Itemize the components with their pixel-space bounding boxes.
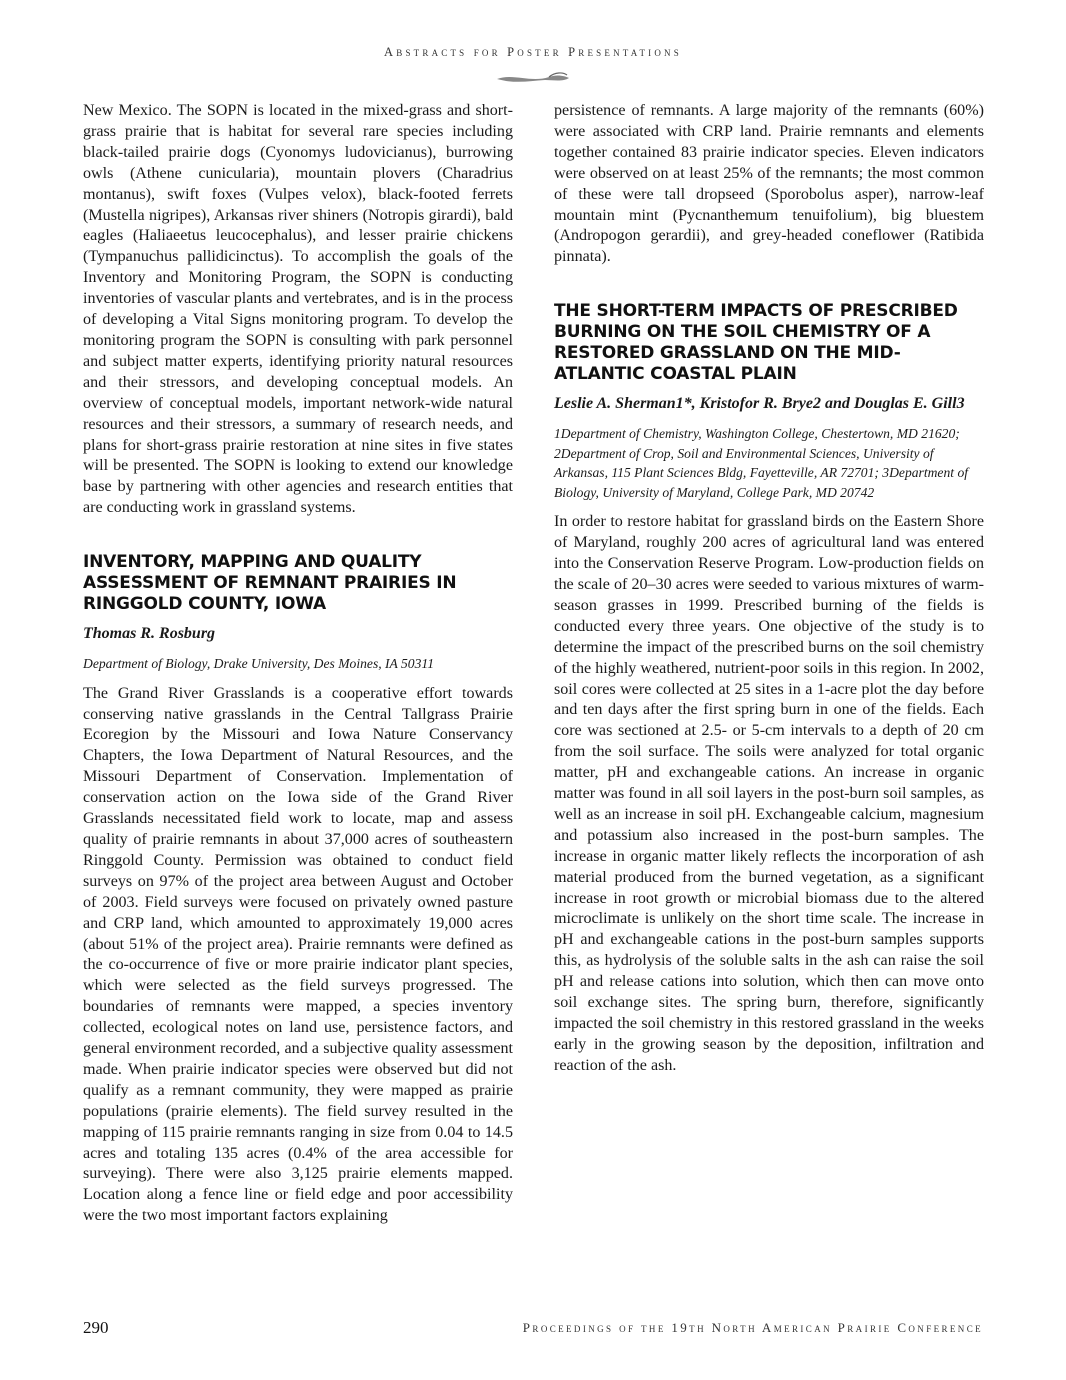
right-column bbox=[554, 101, 984, 1077]
running-head: Abstracts for Poster Presentations bbox=[384, 45, 682, 59]
left-column bbox=[83, 101, 513, 1227]
continued-paragraph-left: New Mexico. The SOPN is located in the mixed-grass and short-grass prairie that is habitat for several rare species including black-tailed prairie dogs (Cyonomys ludovicianus), burrowing owls (Athene cunicularia), mountain plovers (Charadrius montanus), swift foxes (Vulpes velox), black-footed ferrets (Mustella nigripes), Arkansas river shiners (Notropis girardi), bald eagles (Haliaeetus leucocephalus), and lesser prairie chickens (Tympanuchus pallidicinctus). To accomplish the goals of the Inventory and Monitoring Program, the SOPN is conducting inventories of vascular plants and vertebrates, and is in the process of developing a Vital Signs monitoring program. To develop the monitoring program the SOPN is consulting with park personnel and subject matter experts, identifying priority natural resources and their stressors, and developing conceptual models. An overview of conceptual models, important network-wide natural resources and their stressors, a summary of research needs, and plans for short-grass prairie restoration at nine sites in five states will be presented. The SOPN is looking to extend our knowledge base by partnering with other agencies and research entities that are conducting work in grassland systems. bbox=[83, 102, 513, 517]
running-foot: Proceedings of the 19th North American Prairie Conference bbox=[522, 1320, 983, 1335]
abstract-body-sherman: In order to restore habitat for grassland birds on the Eastern Shore of Maryland, roughly 200 acres of agricultural land was entered into the Conservation Reserve Program. Low-production fields on the scale of 20–30 acres were seeded to various mixtures of warm-season grasses in 1999. Prescribed burning of the fields is conducted every three years. One objective of the study is to determine the impact of the prescribed burns on the soil chemistry of the highly weathered, nutrient-poor soils in this region. In 2002, soil cores were collected at 25 sites in a 1-acre plot the day before and ten days after the first spring burn in one of the fields. Each core was sectioned at 2.5- or 5-cm intervals to a depth of 20 cm from the soil surface. The soils were analyzed for total organic matter, pH and exchangeable cations. An increase in organic matter was found in all soil layers in the post-burn soil samples, as well as an increase in soil pH. Exchangeable calcium, magnesium and potassium also increased in the post-burn samples. The increase in organic matter likely reflects the incorporation of ash material produced from the burned vegetation, as a significant increase in root growth or microbial biomass due to the altered microclimate is unlikely on the short time scale. The increase in pH and exchangeable cations in the post-burn samples supports this, as hydrolysis of the soluble salts in the ash can raise the soil pH and release cations into solution, which then can move onto soil exchange sites. The spring burn, therefore, significantly impacted the soil chemistry in this restored grassland in the weeks early in the growing season by the deposition, infiltration and reaction of the ash. bbox=[554, 513, 984, 1074]
page-number: 290 bbox=[83, 1318, 109, 1337]
abstract-title-rosburg: INVENTORY, MAPPING AND QUALITY ASSESSMENT OF REMNANT PRAIRIES IN RINGGOLD COUNTY, IOWA bbox=[83, 552, 457, 615]
abstract-body-rosburg: The Grand River Grasslands is a cooperative effort towards conserving native grasslands in the Central Tallgrass Prairie Ecoregion by the Missouri and Iowa Nature Conservancy Chapters, the Iowa Department of Natural Resources, and the Missouri Department of Conservation. Implementation of conservation action on the Iowa side of the Grand River Grasslands necessitated field work to locate, map and assess quality of prairie remnants in about 37,000 acres of southeastern Ringgold County. Permission was obtained to conduct field surveys on 97% of the project area between August and October of 2003. Field surveys were focused on privately owned pasture and CRP land, which amounted to approximately 19,000 acres (about 51% of the project area). Prairie remnants were defined as the co-occurrence of five or more prairie indicator plant species, which were selected as the field surveys progressed. The boundaries of remnants were mapped, a species inventory collected, ecological notes on land use, persistence factors, and general environment recorded, and a subjective quality assessment made. When prairie indicator species were observed but did not qualify as a remnant community, they were mapped as prairie populations (prairie elements). The field survey resulted in the mapping of 115 prairie remnants ranging in size from 0.04 to 14.5 acres and totaling 135 acres (0.4% of the area accessible for surveying). There were also 3,125 prairie elements mapped. Location along a fence line or field edge and poor accessibility were the two most important factors explaining bbox=[83, 684, 513, 1225]
abstract-authors-sherman: Leslie A. Sherman1*, Kristofor R. Brye2 and Douglas E. Gill3 bbox=[554, 395, 965, 413]
abstract-title-sherman: THE SHORT-TERM IMPACTS OF PRESCRIBED BURNING ON THE SOIL CHEMISTRY OF A RESTORED GRASSLAND ON THE MID-ATLANTIC COASTAL PLAIN bbox=[554, 301, 958, 385]
flourish-divider-icon bbox=[493, 70, 573, 86]
continued-paragraph-right: persistence of remnants. A large majority of the remnants (60%) were associated with CRP land. Prairie remnants and elements together contained 83 prairie indicator species. Eleven indicators were observed on at least 25% of the remnants; the most common of these were tall dropseed (Sporobolus asper), narrow-leaf mountain mint (Pycnanthemum tenuifolium), big bluestem (Andropogon gerardii), and grey-headed coneflower (Ratibida pinnata). bbox=[554, 102, 984, 266]
abstract-affiliations-sherman: 1Department of Chemistry, Washington College, Chestertown, MD 21620; 2Department of Crop, Soil and Environmental Sciences, University of Arkansas, 115 Plant Sciences Bldg, Fayetteville, AR 72701; 3Department of Biology, University of Maryland, College Park, MD 20742 bbox=[554, 426, 969, 500]
abstract-author-rosburg: Thomas R. Rosburg bbox=[83, 625, 216, 643]
abstract-affiliation-rosburg: Department of Biology, Drake University, Des Moines, IA 50311 bbox=[83, 656, 434, 672]
